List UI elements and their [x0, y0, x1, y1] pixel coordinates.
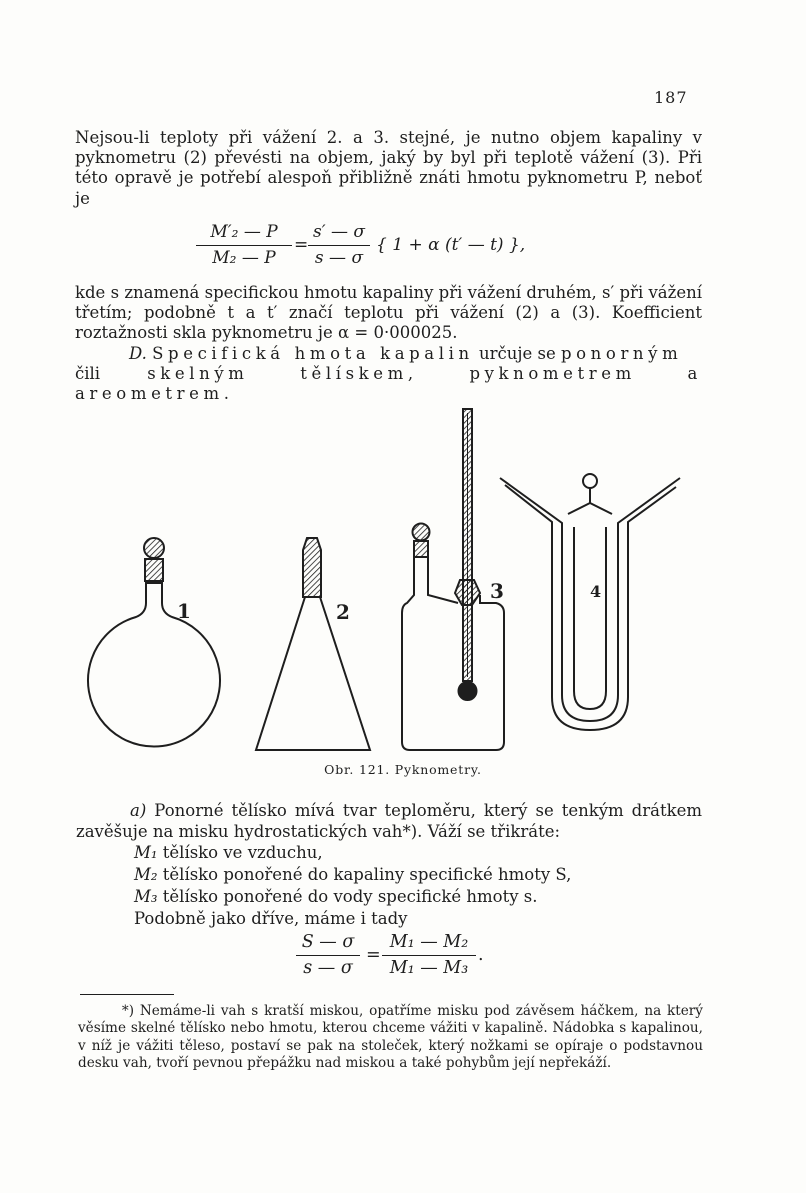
fraction-numerator: S — σ — [301, 932, 355, 952]
figure-caption: Obr. 121. Pyknometry. — [324, 762, 482, 777]
fraction-mass — [382, 932, 476, 978]
fraction-bar — [308, 245, 370, 246]
list-item — [134, 842, 694, 864]
fraction-denominator: s — σ — [314, 248, 364, 268]
fraction-denominator: s — σ — [303, 958, 353, 978]
u-tube-pycnometer — [500, 474, 680, 730]
paragraph-label: a) — [130, 801, 147, 820]
fraction-bar — [296, 955, 360, 956]
section-text: určuje se — [478, 343, 556, 363]
list-text: tělísko ponořené do kapaliny specifické hmoty S, — [162, 865, 572, 884]
list-symbol: M₂ — [134, 865, 158, 884]
equals-sign: = — [294, 235, 309, 255]
section-title: Specifická hmota kapalin — [152, 343, 474, 363]
paragraph-pycnometer-correction: Nejsou-li teploty při vážení 2. a 3. stejné, je nutno objem kapaliny v pyknometru (2) převésti na objem, jaký by byl při teplotě vážení (3). Při této opravě je potřebí alespoň přibližně znáti hmotu pyknometru P, neboť je — [75, 128, 702, 208]
weighing-list — [134, 842, 694, 886]
fraction-bar — [196, 245, 292, 246]
expansion-term: { 1 + α (t′ — t) }, — [376, 235, 526, 255]
figure-label-3: 3 — [490, 579, 504, 603]
footnote-divider — [80, 994, 174, 995]
fraction-density — [308, 222, 370, 268]
section-label: D. — [129, 343, 147, 363]
equals-sign: = — [366, 945, 381, 965]
fraction-mass — [196, 222, 292, 268]
list-item — [134, 864, 694, 886]
thermometer-bottle-pycnometer — [402, 409, 504, 750]
fraction-numerator: M₁ — M₂ — [389, 932, 469, 952]
conical-flask-pycnometer — [256, 538, 370, 750]
formula-period: . — [478, 945, 484, 965]
footnote — [78, 1003, 703, 1072]
fraction-denominator: M₁ — M₃ — [389, 958, 469, 978]
list-item — [134, 886, 538, 908]
list-symbol: M₁ — [134, 843, 158, 862]
pycnometers-figure — [80, 405, 730, 760]
fraction-density — [296, 932, 360, 978]
fraction-bar — [382, 955, 476, 956]
paragraph-similarly: Podobně jako dříve, máme i tady — [134, 909, 408, 928]
footnote-mark: *) — [121, 1003, 134, 1019]
list-text: tělísko ponořené do vody specifické hmoty s. — [162, 887, 538, 906]
footnote-text: Nemáme-li vah s kratší miskou, opatříme misku pod závěsem háčkem, na který věsíme skelné tělísko nebo hmotu, kterou chceme vážiti v kapalině. Nádobka s kapalinou, v níž je vážiti těleso, postaví se pak na stoleček, který nožkami se opíraje o podstavnou desku vah, tvoří pevnou přepážku nad miskou a také pohybům její nepřekáží. — [78, 1003, 703, 1071]
fraction-numerator: s′ — σ — [313, 222, 365, 242]
paragraph-text: Ponorné tělísko mívá tvar teploměru, který se tenkým drátkem zavěšuje na misku hydrostatických vah*). Váží se třikráte: — [76, 801, 702, 841]
fraction-numerator: M′₂ — P — [210, 222, 278, 242]
emphasis-methods: skelným tělískem, pyknometrem a areometrem. — [75, 363, 702, 404]
round-flask-pycnometer — [88, 538, 220, 746]
paragraph-definitions — [75, 283, 702, 404]
figure-label-4: 4 — [590, 582, 602, 601]
section-text-line2: čili — [75, 363, 101, 383]
list-text: tělísko ve vzduchu, — [162, 843, 323, 862]
formula-density-ratio — [296, 932, 496, 988]
formula-temperature-correction — [196, 222, 556, 278]
paragraph-rest: s znamená specifickou hmotu kapaliny při vážení druhém, s′ při vážení třetím; podobně t a t′ značí teplotu při vážení (2) a (3). Koefficient roztažnosti skla pyknometru je α = 0·000025. — [75, 283, 702, 343]
paragraph-lead: kde — [75, 283, 106, 302]
emphasis-ponornym: ponorným — [560, 343, 683, 363]
page-number: 187 — [654, 88, 688, 107]
list-symbol: M₃ — [134, 887, 158, 906]
fraction-denominator: M₂ — P — [212, 248, 276, 268]
paragraph-immersion-body — [76, 800, 702, 842]
figure-label-2: 2 — [336, 600, 350, 624]
figure-label-1: 1 — [177, 599, 191, 623]
